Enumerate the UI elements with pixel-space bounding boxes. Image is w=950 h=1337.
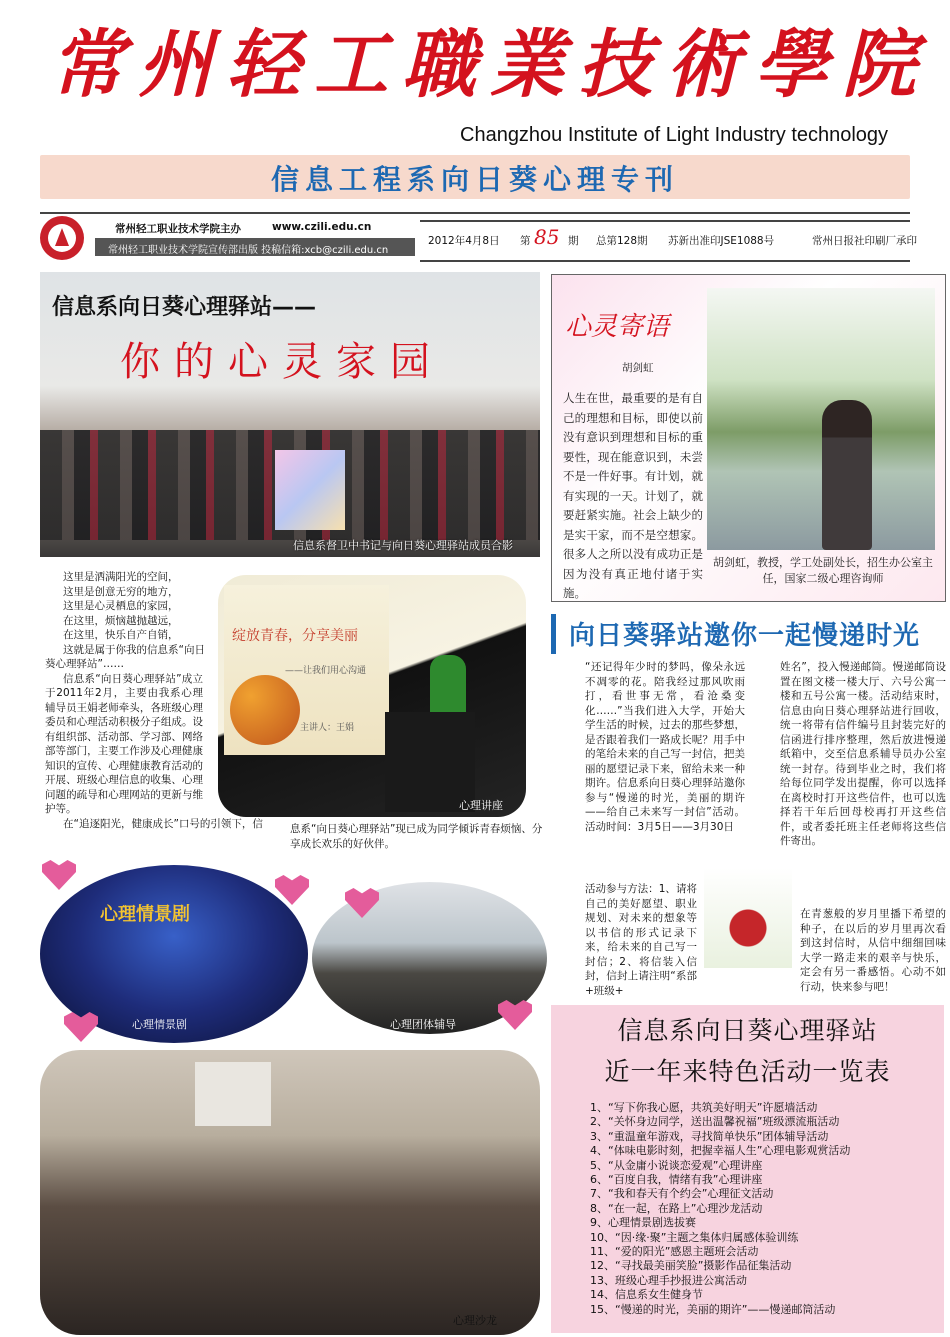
author-photo-caption: 胡剑虹，教授，学工处副处长，招生办公室主任，国家二级心理咨询师 (713, 556, 933, 585)
article2-column-4: 在青葱般的岁月里播下希望的种子，在以后的岁月里再次看到这封信时，从信中细细回味大学一路走来的艰辛与快乐，定会有另一番感悟。心动不如行动，快来参与吧！ (800, 908, 946, 993)
special-issue-banner: 信息工程系向日葵心理专刊 (270, 163, 679, 196)
license-number: 苏新出准印JSE1088号 (668, 235, 775, 247)
masthead-title: 常州轻工職業技術學院 (50, 22, 930, 108)
activities-title-line2: 近一年来特色活动一览表 (604, 1057, 891, 1086)
feature-headline: 信息系向日葵心理驿站—— (52, 295, 317, 320)
message-title: 心灵寄语 (565, 312, 670, 342)
activity-item: 4、“体味电影时刻，把握幸福人生”心理电影观赏活动 (590, 1144, 851, 1158)
poem-line: 这里是创意无穷的地方， (63, 585, 179, 598)
activity-item: 9、心理情景剧选拔赛 (590, 1216, 696, 1230)
activity-item: 2、“关怀身边同学，送出温馨祝福”班级漂流瓶活动 (590, 1115, 840, 1129)
feature-paragraph: 信息系“向日葵心理驿站”成立于2011年2月，主要由我系心理辅导员王娟老师牵头，各班级心理委员和心理活动积极分子组成。设有组织部、活动部、学习部、网络部等部门，主要工作涉及心理健康知识的宣传、心理健康教育活动的开展、班级心理信息的收集、心理问题的疏导和心理网站的更新与维护等。 (45, 672, 203, 815)
activity-item: 14、信息系女生健身节 (590, 1288, 703, 1302)
activity-item: 10、“因·缘·聚”主题之集体归属感体验训练 (590, 1230, 799, 1244)
activity-item: 6、“百度自我，情绪有我”心理讲座 (590, 1173, 763, 1187)
heart-icon (42, 860, 76, 890)
lecture-slide-speaker: 主讲人：王娟 (300, 723, 355, 733)
activity-item: 7、“我和春天有个约会”心理征文活动 (590, 1187, 774, 1201)
article2-column-3: 活动参与方法：1、请将自己的美好愿望、职业规划、对未来的想象等以书信的形式记录下来，给未来的自己写一封信；2、将信装入信封，信封上请注明“系部+班级+ (585, 883, 697, 997)
issue-number: 85 (534, 225, 560, 249)
group-photo-board (275, 450, 345, 530)
article2-column-1: “还记得年少时的梦吗，像朵永远不凋零的花。陪我经过那风吹雨打，看世事无常，看沧桑变化……”当我们进入大学，开始大学生活的时候，过去的那些梦想，是否跟着我们一路成长呢？用手中的笔给未来的自己写一封信，把美丽的愿望记录下来，留给未来一种期许。信息系向日葵心理驿站邀你参与“慢递的时光，美丽的期许——给自己未来写一封信”活动。活动时间：3月5日——3月30日 (585, 661, 745, 833)
poem-line: 这就是属于你我的信息系“向日葵心理驿站”…… (45, 643, 205, 670)
poem-line: 这里是洒满阳光的空间， (63, 571, 179, 583)
org-line: 常州轻工职业技术学院宣传部出版 投稿信箱:xcb@czili.edu.cn (108, 245, 389, 256)
poem-line: 在这里，烦恼越抛越远， (63, 614, 179, 627)
lecture-slide-subtitle: ——让我们用心沟通 (285, 666, 367, 676)
activity-item: 3、“重温童年游戏，寻找简单快乐”团体辅导活动 (590, 1129, 829, 1143)
salon-photo (40, 1050, 540, 1335)
author-photo (707, 288, 935, 550)
masthead-english-title: Changzhou Institute of Light Industry technology (460, 124, 889, 146)
issue-date: 2012年4月8日 (428, 235, 500, 247)
activity-item: 15、“慢递的时光，美丽的期许”——慢递邮筒活动 (590, 1302, 836, 1316)
activity-item: 11、“爱的阳光”感恩主题班会活动 (590, 1245, 759, 1259)
lecture-photo-caption: 心理讲座 (459, 799, 503, 812)
salon-projection-screen (195, 1062, 271, 1126)
poem-line: 这里是心灵栖息的家园， (63, 600, 179, 612)
article2-headline: 向日葵驿站邀你一起慢递时光 (569, 621, 921, 651)
activities-title-line1: 信息系向日葵心理驿站 (617, 1016, 878, 1045)
message-body: 人生在世，最重要的是有自己的理想和目标，即使以前没有意识到理想和目标的重要性，现在能意识到，未尝不是一件好事。有计划，就有实现的一天。计划了，就要赶紧实施。社会上缺少的是实干家，而不是空想家。很多人之所以没有成功正是因为没有真正地付诸于实施。 (563, 391, 703, 600)
mailbox-illustration (704, 868, 792, 968)
salon-photo-caption: 心理沙龙 (453, 1314, 497, 1327)
poem-line: 在这里，快乐自产自销， (63, 629, 179, 641)
feature-paragraph: 在“追逐阳光，健康成长”口号的引领下，信 (63, 817, 263, 830)
activity-item: 8、“在一起，在路上”心理沙龙活动 (590, 1201, 763, 1215)
activity-item: 5、“从金庸小说谈恋爱观”心理讲座 (590, 1158, 763, 1172)
author-figure (822, 400, 872, 550)
group-photo-caption: 信息系督卫中书记与向日葵心理驿站成员合影 (293, 539, 513, 552)
group-counseling-caption: 心理团体辅导 (390, 1018, 456, 1031)
feature-subhead: 你的心灵家园 (120, 339, 444, 385)
printer-name: 常州日报社印刷厂承印 (812, 235, 917, 247)
divider-top (40, 212, 910, 214)
article2-column-2: 姓名”，投入慢递邮筒。慢递邮筒设置在图文楼一楼大厅、六号公寓一楼和五号公寓一楼。活动结束时，信息由向日葵心理驿站进行回收，统一将带有信件编号且封装完好的信函进行排序整理，然后放进慢递纸箱中，交至信息系辅导员办公室统一封存。待到毕业之时，我们将给每位同学发出提醒，你可以选择在离校时打开这些信件，也可以选择若干年后回母校再打开这些信件，或者委托班主任老师将这些信件寄出。 (780, 661, 946, 847)
lecture-slide-fruit (230, 675, 300, 745)
feature-continuation: 息系“向日葵心理驿站”现已成为同学倾诉青春烦恼、分享成长欢乐的好伙伴。 (290, 823, 543, 850)
message-author: 胡剑虹 (622, 362, 654, 374)
activity-item: 12、“寻找最美丽笑脸”摄影作品征集活动 (590, 1259, 792, 1273)
activity-item: 13、班级心理手抄报进公寓活动 (590, 1273, 747, 1287)
activity-item: 1、“写下你我心愿，共筑美好明天”许愿墙活动 (590, 1101, 818, 1114)
article2-accent-bar (551, 614, 556, 654)
issue-label-post: 期 (568, 235, 579, 247)
lecture-speaker-figure (430, 655, 466, 719)
issue-label-pre: 第 (520, 235, 531, 247)
website-link[interactable]: www.czili.edu.cn (272, 221, 372, 233)
lecture-slide-title: 绽放青春，分享美丽 (232, 628, 358, 644)
total-issue: 总第128期 (596, 235, 648, 247)
sponsor-text: 常州轻工职业技术学院主办 (115, 223, 241, 235)
drama-photo-caption: 心理情景剧 (132, 1018, 187, 1031)
drama-stage-banner: 心理情景剧 (100, 904, 190, 925)
activities-list (590, 1101, 940, 1317)
